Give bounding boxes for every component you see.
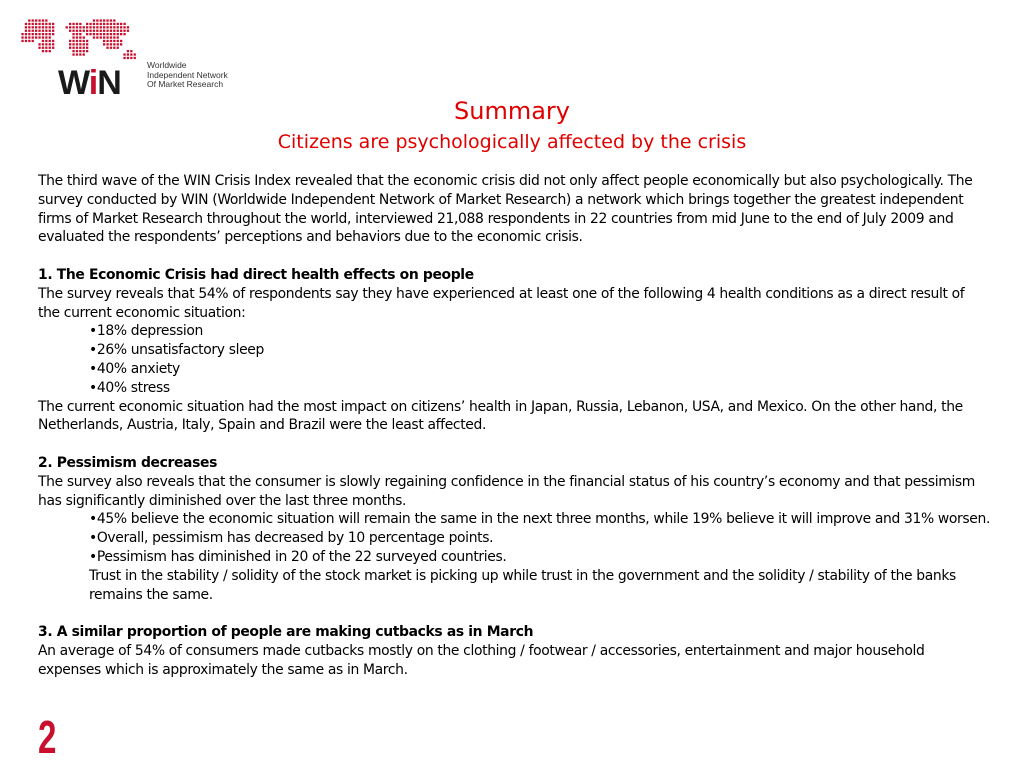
bullet-item: •18% depression	[89, 323, 204, 340]
logo-tagline	[147, 61, 228, 90]
intro-paragraph: The third wave of the WIN Crisis Index revealed that the economic crisis did not only affect people economically but also psychologically. The survey conducted by WIN (Worldwide Independent Network of Market Research) a network which brings together the greatest independent firms of Market Research throughout the world, interviewed 21,088 respondents in 22 countries from mid June to the end of July 2009 and evaluated the respondents’ perceptions and behaviors due to the economic crisis.	[38, 173, 973, 246]
page-subtitle: Citizens are psychologically affected by the crisis	[277, 131, 747, 153]
bullet-item: •40% stress	[89, 379, 170, 396]
section-text: The survey reveals that 54% of respondents say they have experienced at least one of the following 4 health conditions as a direct result of the current economic situation:	[38, 285, 965, 321]
bullet-item: •Pessimism has diminished in 20 of the 22 surveyed countries.	[89, 548, 507, 565]
page-title: Summary	[454, 97, 570, 125]
section-text: An average of 54% of consumers made cutbacks mostly on the clothing / footwear / accessories, entertainment and major household expenses which is approximately the same as in March.	[38, 642, 925, 678]
section-heading: 3. A similar proportion of people are making cutbacks as in March	[38, 624, 534, 641]
world-map-dots-icon	[16, 14, 141, 70]
win-wordmark: WiN	[58, 64, 121, 102]
bullet-item: •26% unsatisfactory sleep	[89, 342, 264, 359]
section-closing: Trust in the stability / solidity of the stock market is picking up while trust in the government and the solidity / stability of the banks remains the same.	[89, 567, 956, 603]
logo-tagline-line: Independent Network	[147, 69, 228, 80]
win-logo	[16, 14, 246, 102]
page-number: 2	[38, 711, 57, 763]
section-heading: 2. Pessimism decreases	[38, 454, 217, 471]
summary-body	[38, 172, 990, 680]
section-closing: The current economic situation had the most impact on citizens’ health in Japan, Russia, Lebanon, USA, and Mexico. On the other hand, the Netherlands, Austria, Italy, Spain and Brazil were the least affected.	[38, 398, 963, 434]
bullet-item: •Overall, pessimism has decreased by 10 percentage points.	[89, 530, 494, 547]
logo-tagline-line: Worldwide	[147, 60, 187, 70]
section-heading: 1. The Economic Crisis had direct health effects on people	[38, 266, 474, 283]
logo-tagline-line: Of Market Research	[147, 79, 224, 89]
section-text: The survey also reveals that the consumer is slowly regaining confidence in the financial status of his country’s economy and that pessimism has significantly diminished over the last three months.	[38, 473, 975, 509]
bullet-item: •45% believe the economic situation will remain the same in the next three months, while 19% believe it will improve and 31% worsen.	[89, 511, 991, 528]
bullet-item: •40% anxiety	[89, 360, 180, 377]
